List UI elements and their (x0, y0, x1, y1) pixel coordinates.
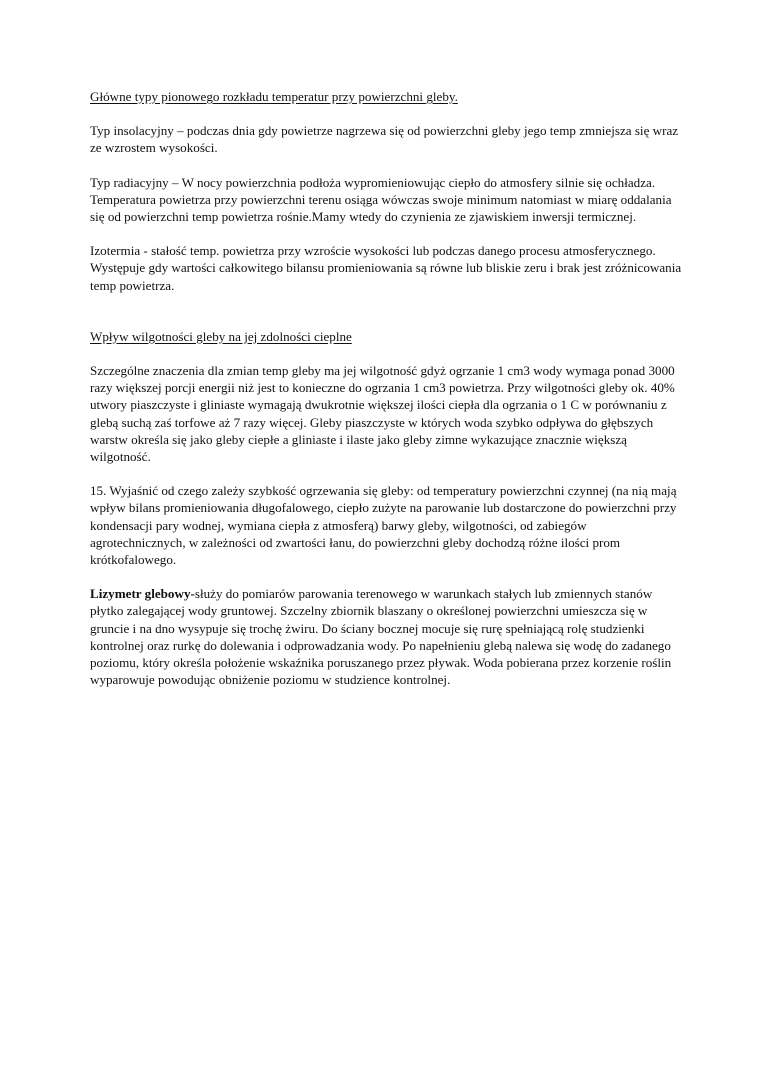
section-spacer (90, 311, 682, 328)
paragraph-radiation-type: Typ radiacyjny – W nocy powierzchnia podłoża wypromieniowując ciepło do atmosfery silnie się ochładza. Temperatura powietrza przy powierzchni terenu osiąga wówczas swoje minimum natomiast w miarę oddalania się od powierzchni temp powietrza rośnie.Mamy wtedy do czynienia ze zjawiskiem inwersji termicznej. (90, 174, 672, 225)
paragraph-lysimeter (90, 585, 682, 688)
paragraph-soil-moisture: Szczególne znaczenia dla zmian temp gleby ma jej wilgotność gdyż ogrzanie 1 cm3 wody wymaga ponad 3000 razy większej porcji energii niż jest to konieczne do ogrzania 1 cm3 powietrza. Przy wilgotności gleby ok. 40% utwory piaszczyste i gliniaste wymagają dwukrotnie większej ilości ciepła dla ogrzania o 1 C w porównaniu z glebą suchą zaś torfowe aż 7 razy więcej. Gleby piaszczyste w których woda szybko odpływa do głębszych warstw określa się jako gleby ciepłe a gliniaste i ilaste jako gleby zimne wykazujące znacznie większą wilgotność. (90, 363, 675, 465)
lysimeter-term: Lizymetr glebowy- (90, 586, 195, 602)
section-title-soil-moisture: Wpływ wilgotności gleby na jej zdolności cieplne (90, 328, 352, 344)
paragraph-insolation-type: Typ insolacyjny – podczas dnia gdy powietrze nagrzewa się od powierzchni gleby jego temp zmniejsza się wraz ze wzrostem wysokości. (90, 123, 679, 156)
lysimeter-description: służy do pomiarów parowania terenowego w warunkach stałych lub zmiennych stanów płytko zalegającej wody gruntowej. Szczelny zbiornik blaszany o określonej powierzchni umieszcza się w gruncie i na dno wysypuje się trochę żwiru. Do ściany bocznej mocuje się rurę spełniającą rolę studzienki kontrolnej oraz rurkę do dolewania i odprowadzania wody. Po napełnieniu glebą nalewa się wodę do zadanego poziomu, który określa położenie wskaźnika poruszanego przez pływak. Woda pobierana przez korzenie roślin wyparowuje powodując obniżenie poziomu w studzience kontrolnej. (90, 586, 672, 688)
document-body (90, 88, 682, 705)
section-title-temperature-distribution: Główne typy pionowego rozkładu temperatur przy powierzchni gleby. (90, 89, 458, 104)
paragraph-isothermy: Izotermia - stałość temp. powietrza przy wzroście wysokości lub podczas danego procesu atmosferycznego. Występuje gdy wartości całkowitego bilansu promieniowania są równe lub bliskie zeru i brak jest zróżnicowania temp powietrza. (90, 243, 682, 293)
paragraph-question-15: 15. Wyjaśnić od czego zależy szybkość ogrzewania się gleby: od temperatury powierzchni czynnej (na nią mają wpływ bilans promieniowania długofalowego, ciepło zużyte na parowanie lub dostarczone do powierzchni przy kondensacji pary wodnej, wymiana ciepła z atmosferą) barwy gleby, wilgotności, od zabiegów agrotechnicznych, w zależności od zwartości łanu, do powierzchni gleby dochodzą różne ilości prom krótkofalowego. (90, 483, 677, 568)
